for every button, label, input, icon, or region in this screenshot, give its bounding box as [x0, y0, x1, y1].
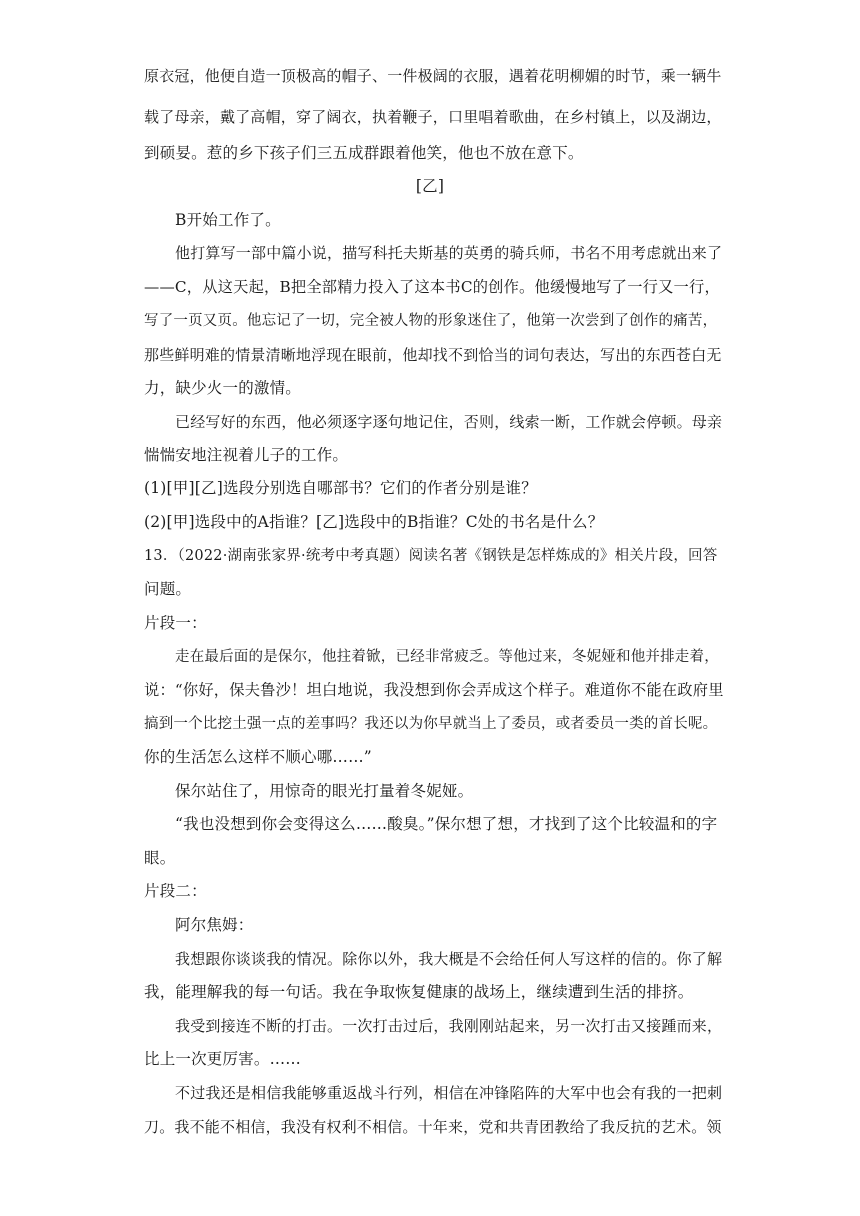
letter-salutation: 阿尔焦姆：	[175, 916, 254, 934]
paragraph-line: 走在最后面的是保尔，他拄着锨，已经非常疲乏。等他过来，冬妮娅和他并排走着，	[175, 649, 719, 665]
paragraph-line: 力，缺少火一的激情。	[144, 379, 302, 397]
paragraph-line: 不过我还是相信我能够重返战斗行列，相信在冲锋陷阵的大军中也会有我的一把刺	[175, 1084, 723, 1102]
fragment-label: 片段二：	[144, 882, 207, 900]
question-heading: 13．（2022·湖南张家界·统考中考真题）阅读名著《钢铁是怎样炼成的》相关片段，回答	[144, 548, 718, 564]
paragraph-line: “我也没想到你会变得这么……酸臭。”保尔想了想，才找到了这个比较温和的字	[175, 815, 718, 833]
section-heading: [乙]	[415, 177, 445, 195]
paragraph-line: B开始工作了。	[175, 211, 281, 229]
paragraph-line: 刀。我不能不相信，我没有权利不相信。十年来，党和共青团教给了我反抗的艺术。领	[144, 1118, 722, 1136]
question-line: (1)[甲][乙]选段分别选自哪部书？它们的作者分别是谁？	[144, 479, 537, 497]
paragraph-line: 已经写好的东西，他必须逐字逐句地记住，否则，线索一断，工作就会停顿。母亲	[175, 413, 723, 431]
paragraph-line: 你的生活怎么这样不顺心哪……”	[144, 748, 372, 766]
question-line: (2)[甲]选段中的A指谁？[乙]选段中的B指谁？C处的书名是什么？	[144, 513, 604, 531]
text-line: 到硕妟。惹的乡下孩子们三五成群跟着他笑，他也不放在意下。	[144, 144, 584, 162]
paragraph-line: 他打算写一部中篇小说，描写科托夫斯基的英勇的骑兵师，书名不用考虑就出来了	[175, 244, 723, 262]
paragraph-line: 说：“你好，保夫鲁沙！坦白地说，我没想到你会弄成这个样子。难道你不能在政府里	[144, 681, 724, 699]
paragraph-line: 我，能理解我的每一句话。我在争取恢复健康的战场上，继续遭到生活的排挤。	[144, 983, 694, 1001]
paragraph-line: 写了一页又页。他忘记了一切，完全被人物的形象迷住了，他第一次尝到了创作的痛苦，	[144, 313, 718, 329]
paragraph-line: ——C，从这天起，B把全部精力投入了这本书C的创作。他缓慢地写了一行又一行，	[144, 278, 720, 296]
paragraph-line: 搞到一个比挖土强一点的差事吗？我还以为你早就当上了委员，或者委员一类的首长呢。	[144, 716, 718, 732]
paragraph-line: 惴惴安地注视着儿子的工作。	[144, 446, 349, 464]
paragraph-line: 我想跟你谈谈我的情况。除你以外，我大概是不会给任何人写这样的信的。你了解	[175, 950, 723, 968]
text-line: 载了母亲，戴了高帽，穿了阔衣，执着鞭子，口里唱着歌曲，在乡村镇上，以及湖边，	[144, 108, 722, 126]
text-line: 原衣冠，他便自造一顶极高的帽子、一件极阔的衣服，遇着花明柳媚的时节，乘一辆牛	[144, 67, 722, 85]
paragraph-line: 比上一次更厉害。……	[144, 1050, 302, 1068]
paragraph-line: 眼。	[144, 849, 176, 867]
fragment-label: 片段一：	[144, 614, 207, 632]
paragraph-line: 我受到接连不断的打击。一次打击过后，我刚刚站起来，另一次打击又接踵而来，	[175, 1017, 723, 1035]
paragraph-line: 那些鲜明难的情景清晰地浮现在眼前，他却找不到恰当的词句表达，写出的东西苍白无	[144, 346, 722, 364]
question-heading: 问题。	[144, 580, 192, 598]
paragraph-line: 保尔站住了，用惊奇的眼光打量着冬妮娅。	[175, 782, 474, 800]
